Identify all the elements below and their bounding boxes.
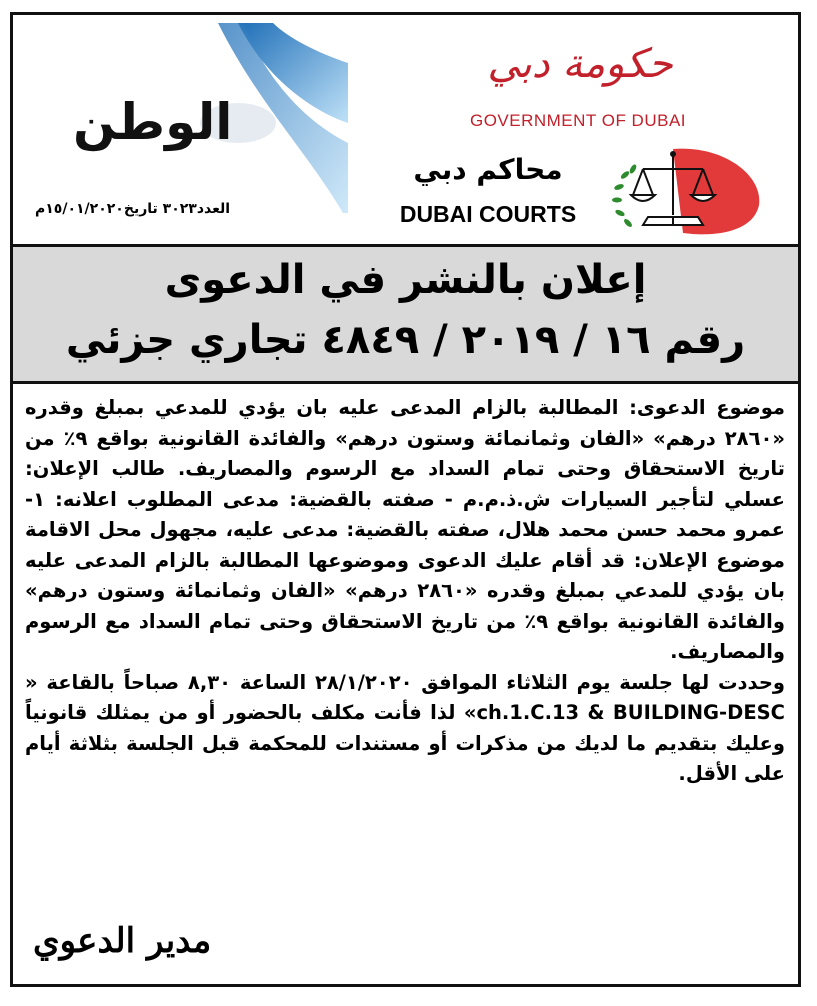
courts-name-ar: محاكم دبي — [413, 153, 563, 186]
case-number: رقم ١٦ / ٢٠١٩ / ٤٨٤٩ تجاري جزئي — [65, 317, 746, 363]
body-paragraph-case: موضوع الدعوى: المطالبة بالزام المدعى عليه بان يؤدي للمدعي بمبلغ وقدره «٢٨٦٠ درهم» «الفان وثمانمائة وستون درهم» والفائدة القانونية بواقع ٩٪ من تاريخ الاستحقاق وحتى تمام السداد مع الرسوم والمصاريف. طالب الإعلان: عسلي لتأجير السيارات ش.ذ.م.م - صفته بالقضية: مدعى المطلوب اعلانه: ١- عمرو محمد حسن محمد هلال، صفته بالقضية: مدعى عليه، مجهول محل الاقامة موضوع الإعلان: قد أقام عليك الدعوى وموضوعها المطالبة بالزام المدعى عليه بان يؤدي للمدعي بمبلغ وقدره «٢٨٦٠ درهم» «الفان وثمانمائة وستون درهم» والفائدة القانونية بواقع ٩٪ من تاريخ الاستحقاق وحتى تمام السداد مع الرسوم والمصاريف. — [25, 396, 785, 663]
signature: مدير الدعوي — [33, 921, 212, 961]
government-name-en: GOVERNMENT OF DUBAI — [469, 111, 687, 130]
notice-title: إعلان بالنشر في الدعوى — [164, 257, 647, 303]
government-name-ar: حكومة دبي — [487, 41, 673, 87]
title-band — [13, 244, 798, 384]
header — [13, 15, 798, 243]
dubai-courts-scales-logo — [603, 145, 763, 237]
notice-body — [25, 393, 785, 790]
newspaper-name: الوطن — [73, 93, 233, 151]
body-paragraph-hearing: وحددت لها جلسة يوم الثلاثاء الموافق ٢٨/١/٢٠٢٠ الساعة ٨,٣٠ صباحاً بالقاعة « ch.1.C.13 & BUILDING-DESC» لذا فأنت مكلف بالحضور أو من يمثلك قانونياً وعليك بتقديم ما لديك من مذكرات أو مستندات للمحكمة قبل الجلسة بثلاثة أيام على الأقل. — [25, 670, 785, 785]
notice-frame — [10, 12, 801, 987]
courts-name-en: DUBAI COURTS — [399, 201, 577, 227]
newspaper-issue: العدد٣٠٢٣ تاريخ١٥/٠١/٢٠٢٠م — [35, 201, 231, 217]
